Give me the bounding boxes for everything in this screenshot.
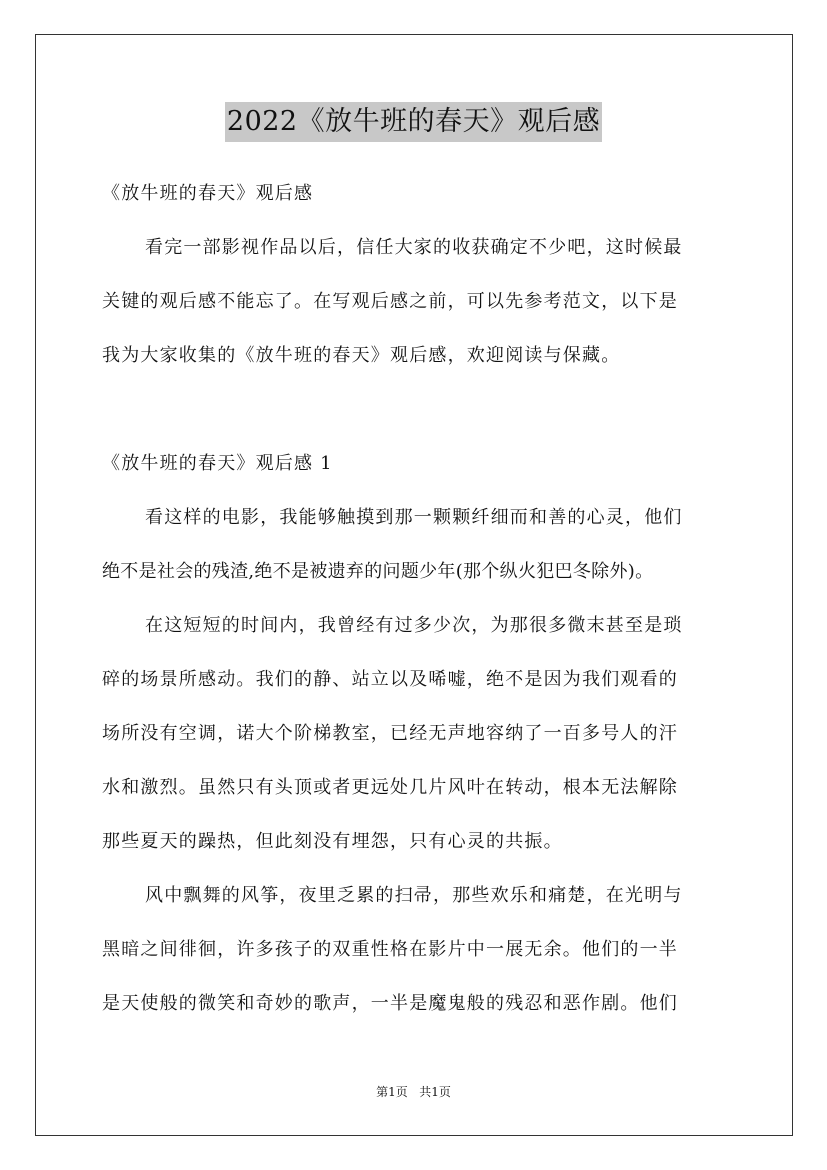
intro-line: 看完一部影视作品以后，信任大家的收获确定不少吧，这时候最 [145,237,683,258]
document-title: 2022《放牛班的春天》观后感 [225,102,602,142]
body-line: 风中飘舞的风筝，夜里乏累的扫帚，那些欢乐和痛楚，在光明与 [145,885,683,906]
body-line: 碎的场景所感动。我们的静、站立以及唏嘘，绝不是因为我们观看的 [102,669,678,690]
body-line: 水和激烈。虽然只有头顶或者更远处几片风叶在转动，根本无法解除 [102,777,678,798]
intro-line: 关键的观后感不能忘了。在写观后感之前，可以先参考范文，以下是 [102,291,678,312]
document-title-wrap [0,102,827,142]
body-line: 看这样的电影，我能够触摸到那一颗颗纤细而和善的心灵，他们 [145,507,683,528]
body-line: 在这短短的时间内，我曾经有过多少次，为那很多微末甚至是琐 [145,615,683,636]
body-line: 黑暗之间徘徊，许多孩子的双重性格在影片中一展无余。他们的一半 [102,939,678,960]
body-line: 场所没有空调，诺大个阶梯教室，已经无声地容纳了一百多号人的汗 [102,723,678,744]
section-heading: 《放牛班的春天》观后感 1 [102,453,333,474]
body-line: 是天使般的微笑和奇妙的歌声，一半是魔鬼般的残忍和恶作剧。他们 [102,993,678,1014]
page-number: 第1页 共1页 [376,1085,451,1099]
body-line: 那些夏天的躁热，但此刻没有埋怨，只有心灵的共振。 [102,831,563,852]
intro-line: 我为大家收集的《放牛班的春天》观后感，欢迎阅读与保藏。 [102,345,621,366]
body-line: 绝不是社会的残渣,绝不是被遗弃的问题少年(那个纵火犯巴冬除外)。 [102,561,654,582]
subtitle: 《放牛班的春天》观后感 [102,183,314,204]
